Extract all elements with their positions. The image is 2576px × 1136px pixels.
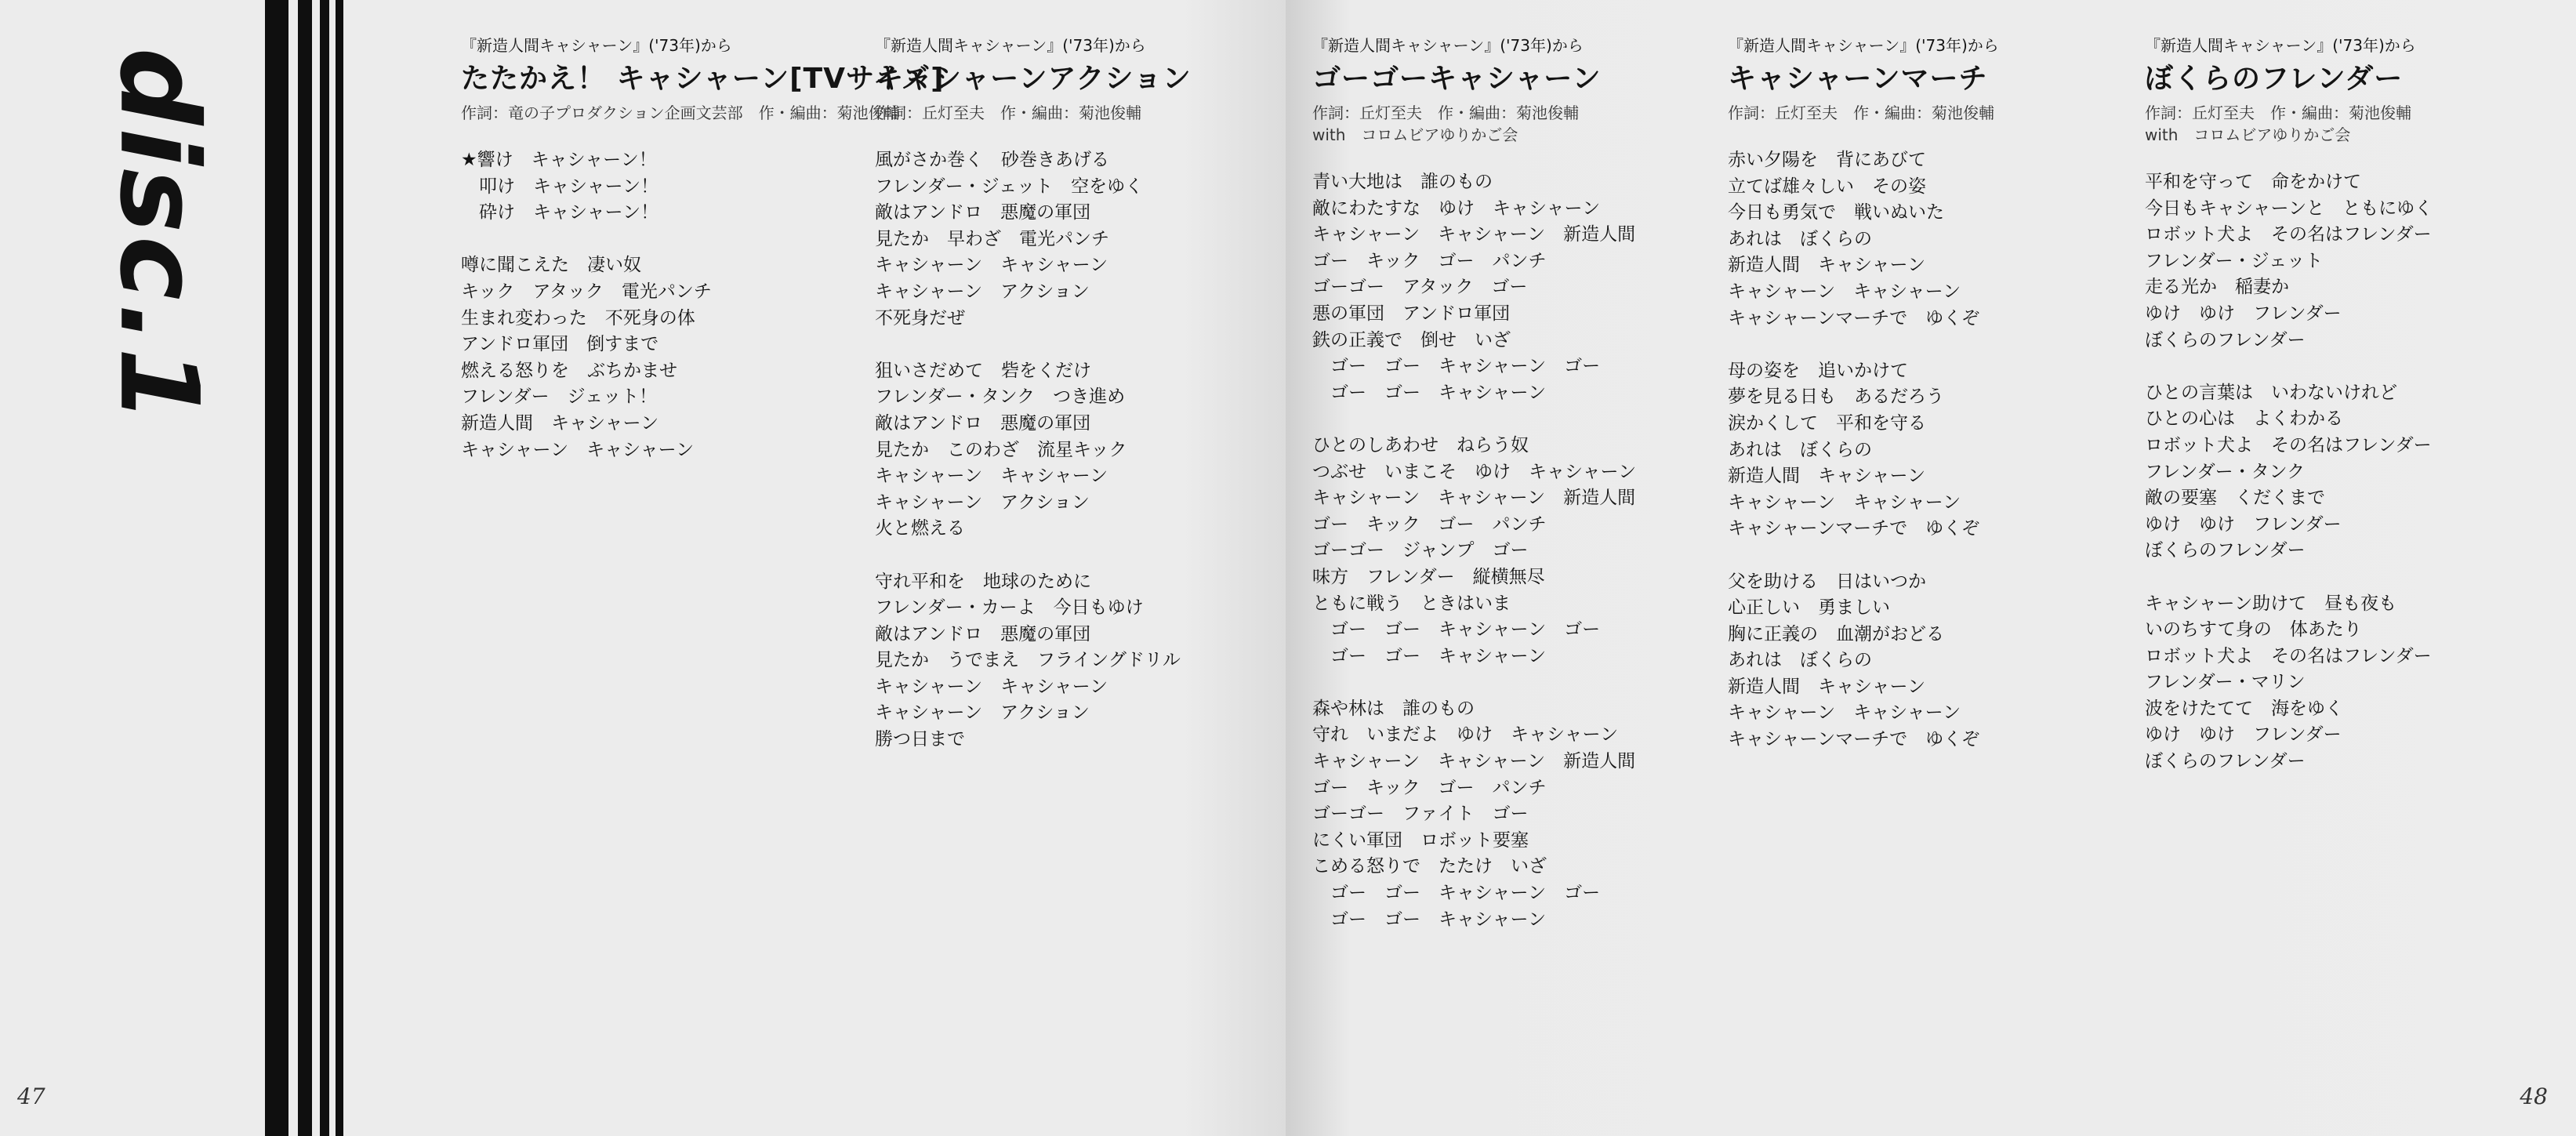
- song-credits: [1312, 102, 1712, 146]
- lyric-line: 父を助ける 日はいつか: [1728, 571, 1926, 592]
- lyric-line: 青い大地は 誰のもの: [1312, 172, 1493, 192]
- lyric-line: キャシャーン キャシャーン 新造人間: [1312, 488, 1636, 509]
- lyric-line: 守れ いまだよ ゆけ キャシャーン: [1312, 724, 1619, 746]
- stripe-decoration: [298, 0, 312, 1136]
- lyric-line: 敵はアンドロ 悪魔の軍団: [875, 412, 1091, 434]
- lyric-line: 新造人間 キャシャーン: [1728, 255, 1926, 276]
- lyric-line: ゴー キック ゴー パンチ: [1312, 250, 1547, 271]
- song-credits: [461, 102, 900, 124]
- lyric-line: あれは ぼくらの: [1728, 439, 1872, 460]
- lyric-line: 火と燃える: [875, 518, 965, 539]
- lyric-line: 砕け キャシャーン！: [461, 202, 659, 223]
- song-lyrics: [461, 147, 861, 463]
- lyric-line: ぼくらのフレンダー: [2145, 751, 2306, 772]
- lyric-line: 新造人間 キャシャーン: [461, 412, 659, 434]
- lyric-line: キャシャーン キャシャーン: [875, 676, 1108, 697]
- credit-line: 作詞：丘灯至夫 作・編曲：菊池俊輔: [875, 103, 1141, 122]
- song-title: キャシャーンマーチ: [1728, 63, 1988, 95]
- lyric-line: 守れ平和を 地球のために: [875, 571, 1091, 592]
- lyric-line: キャシャーン キャシャーン 新造人間: [1312, 751, 1636, 772]
- lyric-line: あれは ぼくらの: [1728, 650, 1872, 671]
- lyric-line: いのちすて身の 体あたり: [2145, 619, 2362, 641]
- song-source: 『新造人間キャシャーン』('73年)から: [461, 36, 732, 55]
- lyric-line: キャシャーン助けて 昼も夜も: [2145, 593, 2397, 614]
- lyric-line: 勝つ日まで: [875, 729, 965, 750]
- lyric-line: ともに戦う ときはいま: [1312, 593, 1511, 614]
- lyric-line: キャシャーン キャシャーン: [875, 255, 1108, 276]
- lyric-line: 叩け キャシャーン！: [461, 176, 659, 197]
- lyric-line: キャシャーン アクション: [875, 702, 1090, 724]
- lyric-line: 鉄の正義で 倒せ いざ: [1312, 329, 1511, 350]
- lyric-line: 心正しい 勇ましい: [1728, 597, 1890, 619]
- lyric-line: ゴー ゴー キャシャーン: [1312, 909, 1547, 930]
- lyric-line: キャシャーン キャシャーン: [1728, 492, 1961, 513]
- lyric-line: ゆけ ゆけ フレンダー: [2145, 303, 2342, 324]
- stripe-decoration: [336, 0, 343, 1136]
- page-number-right: 48: [2520, 1083, 2548, 1109]
- lyric-line: ひとの心は よくわかる: [2145, 408, 2343, 430]
- lyric-line: 今日もキャシャーンと ともにゆく: [2145, 198, 2433, 219]
- lyric-line: 生まれ変わった 不死身の体: [461, 307, 695, 328]
- lyric-line: キャシャーン キャシャーン: [1728, 702, 1961, 724]
- lyric-line: フレンダー・カーよ 今日もゆけ: [875, 597, 1144, 619]
- credit-line: 作詞：丘灯至夫 作・編曲：菊池俊輔: [1312, 103, 1579, 122]
- lyric-line: ゴーゴー アタック ゴー: [1312, 277, 1528, 298]
- song-block: [2145, 34, 2545, 801]
- credit-line: with コロムビアゆりかご会: [1312, 125, 1518, 144]
- lyric-stanza: [2145, 591, 2545, 775]
- lyric-line: ゴーゴー ファイト ゴー: [1312, 804, 1529, 825]
- lyric-line: ロボット犬よ その名はフレンダー: [2145, 434, 2432, 455]
- lyric-line: キャシャーンマーチで ゆくぞ: [1728, 729, 1980, 750]
- song-lyrics: [875, 147, 1275, 753]
- lyric-line: フレンダー・タンク: [2145, 461, 2306, 482]
- song-title: ゴーゴーキャシャーン: [1312, 63, 1602, 95]
- song-block: [875, 34, 1275, 779]
- lyric-line: 見たか 早わざ 電光パンチ: [875, 228, 1109, 249]
- song-credits: [2145, 102, 2545, 146]
- lyric-line: こめる怒りで たたけ いざ: [1312, 856, 1547, 877]
- lyric-line: 新造人間 キャシャーン: [1728, 676, 1926, 697]
- song-title: ぼくらのフレンダー: [2145, 63, 2404, 95]
- lyric-line: 立てば雄々しい その姿: [1728, 176, 1926, 197]
- credit-line: with コロムビアゆりかご会: [2145, 125, 2351, 144]
- lyric-line: ゴー ゴー キャシャーン ゴー: [1312, 619, 1601, 641]
- song-block: [1728, 34, 2128, 779]
- lyric-line: ゴー キック ゴー パンチ: [1312, 777, 1547, 798]
- song-lyrics: [1728, 147, 2128, 753]
- lyric-line: 波をけたてて 海をゆく: [2145, 698, 2343, 719]
- lyric-line: 敵の要塞 くだくまで: [2145, 488, 2325, 509]
- lyric-line: ひとの言葉は いわないけれど: [2145, 382, 2397, 403]
- lyric-line: キャシャーン キャシャーン: [1728, 281, 1961, 302]
- lyric-line: 新造人間 キャシャーン: [1728, 466, 1926, 487]
- lyric-stanza: [2145, 380, 2545, 564]
- lyric-stanza: [461, 252, 861, 463]
- lyric-line: ゴー ゴー キャシャーン ゴー: [1312, 883, 1601, 904]
- lyric-line: 見たか このわざ 流星キック: [875, 439, 1127, 460]
- lyric-stanza: [1728, 147, 2128, 332]
- credit-line: 作詞：丘灯至夫 作・編曲：菊池俊輔: [1728, 103, 1994, 122]
- lyric-line: 燃える怒りを ぶちかませ: [461, 360, 677, 381]
- lyric-line: 悪の軍団 アンドロ軍団: [1312, 303, 1511, 324]
- lyric-line: フレンダー・ジェット: [2145, 250, 2324, 271]
- lyric-line: 敵はアンドロ 悪魔の軍団: [875, 202, 1091, 223]
- lyric-line: あれは ぼくらの: [1728, 228, 1872, 249]
- song-source: 『新造人間キャシャーン』('73年)から: [1312, 36, 1584, 55]
- lyric-line: キャシャーン キャシャーン: [875, 466, 1108, 487]
- lyric-line: ゆけ ゆけ フレンダー: [2145, 724, 2342, 746]
- lyric-line: にくい軍団 ロボット要塞: [1312, 829, 1529, 851]
- lyric-line: キャシャーン アクション: [875, 281, 1090, 302]
- lyric-line: 涙かくして 平和を守る: [1728, 412, 1926, 434]
- lyric-line: 母の姿を 追いかけて: [1728, 360, 1908, 381]
- lyric-stanza: [1728, 569, 2128, 753]
- lyric-line: キャシャーン アクション: [875, 492, 1090, 513]
- disc-label: disc.1: [96, 47, 223, 426]
- lyric-line: キャシャーン キャシャーン 新造人間: [1312, 224, 1636, 245]
- lyric-line: ロボット犬よ その名はフレンダー: [2145, 645, 2432, 666]
- song-credits: [1728, 102, 2128, 124]
- lyric-line: キャシャーンマーチで ゆくぞ: [1728, 518, 1980, 539]
- lyric-line: ゴー ゴー キャシャーン: [1312, 645, 1547, 666]
- lyric-line: 胸に正義の 血潮がおどる: [1728, 623, 1944, 644]
- lyric-line: 赤い夕陽を 背にあびて: [1728, 150, 1926, 170]
- lyric-line: ぼくらのフレンダー: [2145, 329, 2306, 350]
- lyric-line: キャシャーン キャシャーン: [461, 439, 695, 460]
- lyric-line: ゴーゴー ジャンプ ゴー: [1312, 540, 1529, 561]
- lyric-line: キック アタック 電光パンチ: [461, 281, 712, 302]
- lyric-line: ★響け キャシャーン！: [461, 150, 657, 170]
- page-number-left: 47: [17, 1083, 45, 1109]
- lyric-line: フレンダー・タンク つき進め: [875, 387, 1126, 408]
- song-source: 『新造人間キャシャーン』('73年)から: [875, 36, 1146, 55]
- song-credits: [875, 102, 1275, 124]
- lyric-line: ゴー キック ゴー パンチ: [1312, 514, 1547, 535]
- left-page: [0, 0, 1286, 1136]
- credit-line: 作詞：竜の子プロダクション企画文芸部 作・編曲：菊池俊輔: [461, 103, 900, 122]
- lyric-line: ぼくらのフレンダー: [2145, 540, 2306, 561]
- lyric-line: ひとのしあわせ ねらう奴: [1312, 434, 1529, 455]
- song-source: 『新造人間キャシャーン』('73年)から: [2145, 36, 2416, 55]
- lyric-line: 不死身だぜ: [875, 307, 965, 328]
- song-title: たたかえ！ キャシャーン[TVサイズ]: [461, 63, 945, 95]
- lyric-stanza: [1312, 169, 1712, 406]
- song-source: 『新造人間キャシャーン』('73年)から: [1728, 36, 1999, 55]
- lyric-stanza: [875, 569, 1275, 753]
- lyric-line: 森や林は 誰のもの: [1312, 698, 1475, 719]
- lyric-line: キャシャーンマーチで ゆくぞ: [1728, 307, 1980, 328]
- lyric-stanza: [2145, 169, 2545, 354]
- lyric-stanza: [1312, 696, 1712, 933]
- credit-line: 作詞：丘灯至夫 作・編曲：菊池俊輔: [2145, 103, 2411, 122]
- lyric-stanza: [461, 147, 861, 227]
- lyric-line: 狙いさだめて 砦をくだけ: [875, 360, 1091, 381]
- lyric-line: ゆけ ゆけ フレンダー: [2145, 514, 2342, 535]
- lyric-line: つぶせ いまこそ ゆけ キャシャーン: [1312, 461, 1637, 482]
- lyric-line: 噂に聞こえた 凄い奴: [461, 255, 641, 276]
- lyric-line: 平和を守って 命をかけて: [2145, 172, 2361, 192]
- lyric-line: フレンダー・マリン: [2145, 672, 2306, 693]
- song-title: キャシャーンアクション: [875, 63, 1192, 95]
- stripe-decoration: [265, 0, 288, 1136]
- lyric-line: 風がさか巻く 砂巻きあげる: [875, 150, 1109, 170]
- lyric-line: 走る光か 稲妻か: [2145, 277, 2289, 298]
- stripe-decoration: [320, 0, 329, 1136]
- right-page: [1286, 0, 2576, 1136]
- song-lyrics: [2145, 169, 2545, 775]
- lyric-line: 今日も勇気で 戦いぬいた: [1728, 202, 1944, 223]
- song-lyrics: [1312, 169, 1712, 933]
- lyric-stanza: [875, 358, 1275, 543]
- song-block: [1312, 34, 1712, 960]
- lyric-line: ゴー ゴー キャシャーン: [1312, 382, 1547, 403]
- lyric-line: 味方 フレンダー 縦横無尽: [1312, 566, 1545, 587]
- lyric-stanza: [1312, 433, 1712, 670]
- lyric-line: フレンダー ジェット！: [461, 387, 658, 408]
- lyric-stanza: [875, 147, 1275, 332]
- lyric-stanza: [1728, 358, 2128, 543]
- lyric-line: アンドロ軍団 倒すまで: [461, 334, 659, 355]
- lyric-line: フレンダー・ジェット 空をゆく: [875, 176, 1144, 197]
- lyric-line: 敵はアンドロ 悪魔の軍団: [875, 623, 1091, 644]
- lyric-line: ロボット犬よ その名はフレンダー: [2145, 224, 2432, 245]
- lyric-line: 見たか うでまえ フライングドリル: [875, 650, 1181, 671]
- lyric-line: 敵にわたすな ゆけ キャシャーン: [1312, 198, 1601, 219]
- lyric-line: 夢を見る日も あるだろう: [1728, 387, 1944, 408]
- lyric-line: ゴー ゴー キャシャーン ゴー: [1312, 356, 1601, 377]
